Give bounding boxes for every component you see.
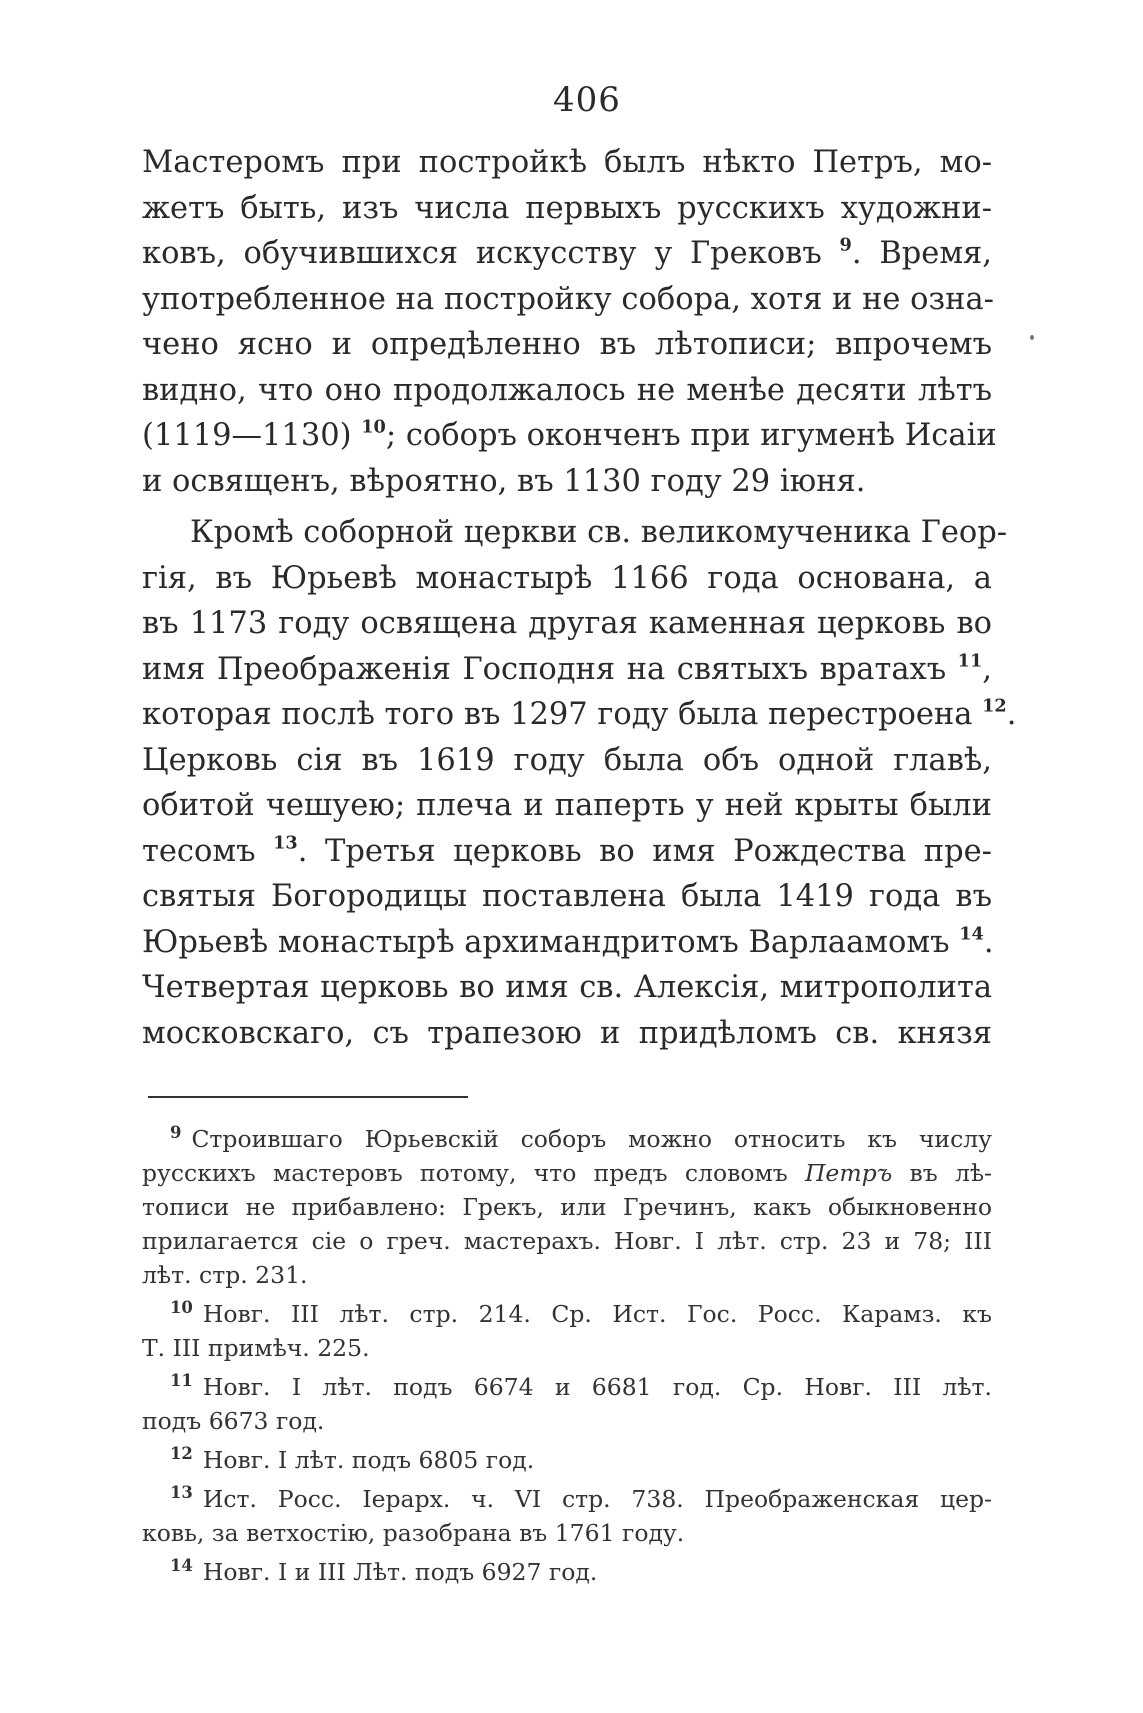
italic-word: Петръ — [804, 1159, 893, 1187]
book-page — [142, 80, 1017, 1594]
text-line: жетъ быть, изъ числа первыхъ русскихъ художни- — [142, 190, 992, 226]
paragraph-1 — [142, 140, 997, 504]
footnote-13 — [142, 1482, 992, 1550]
text-line: въ 1173 году освящена другая каменная церковь во — [142, 606, 992, 641]
footnotes — [142, 1122, 992, 1589]
footnote-line: $^{10}$ Новг. III лѣт. стр. 214. Ср. Ист. Гос. Росс. Карамз. къ — [170, 1297, 992, 1328]
text-line: святыя Богородицы поставлена была 1419 года въ — [142, 879, 992, 914]
text-line: употребленное на постройку собора, хотя и не озна- — [142, 281, 994, 317]
text-line: имя Преображенія Господня на святыхъ вратахъ $^{11}$, — [142, 649, 992, 687]
footnote-line: прилагается сіе о греч. мастерахъ. Новг. I лѣт. стр. 23 и 78; III — [142, 1227, 992, 1255]
footnote-12 — [142, 1443, 992, 1477]
footnote-ref-11: 11 — [957, 649, 983, 671]
footnote-line: лѣт. стр. 231. — [142, 1261, 308, 1289]
text-line: Церковь сія въ 1619 году была объ одной главѣ, — [142, 742, 992, 778]
footnote-line: $^9$ Строившаго Юрьевскій соборъ можно относить къ числу — [170, 1122, 992, 1153]
footnote-marker: 12 — [170, 1443, 193, 1463]
page-number: 406 — [553, 80, 621, 120]
main-text — [142, 140, 1017, 1056]
footnote-line: русскихъ мастеровъ потому, что предъ словомъ Петръ въ лѣ- — [142, 1159, 992, 1187]
text-line: Мастеромъ при постройкѣ былъ нѣкто Петръ, мо- — [142, 145, 992, 180]
footnote-marker: 13 — [170, 1482, 193, 1502]
footnote-14 — [142, 1555, 992, 1589]
footnote-line: $^{11}$ Новг. I лѣт. подъ 6674 и 6681 год. Ср. Новг. III лѣт. — [170, 1370, 992, 1401]
footnote-line: ковь, за ветхостію, разобрана въ 1761 году. — [142, 1519, 685, 1547]
footnote-ref-12: 12 — [982, 695, 1007, 717]
footnote-ref-9: 9 — [839, 234, 852, 256]
footnote-marker: 11 — [170, 1370, 193, 1390]
footnote-line: тописи не прибавлено: Грекъ, или Гречинъ, какъ обыкновенно — [142, 1193, 992, 1221]
text-line: тесомъ $^{13}$. Третья церковь во имя Рождества пре- — [142, 831, 992, 869]
footnote-marker: 9 — [170, 1122, 182, 1142]
text-line: Юрьевѣ монастырѣ архимандритомъ Варлаамомъ $^{14}$. — [142, 922, 994, 960]
text-line: обитой чешуею; плеча и паперть у ней крыты были — [142, 788, 992, 823]
ink-speck — [1030, 335, 1034, 340]
text-line: и освященъ, вѣроятно, въ 1130 году 29 іюня. — [142, 463, 866, 499]
text-line: московскаго, съ трапезою и придѣломъ св. князя — [142, 1015, 992, 1051]
footnote-marker: 10 — [170, 1297, 193, 1317]
text-line: гія, въ Юрьевѣ монастырѣ 1166 года основана, а — [142, 560, 992, 596]
footnote-marker: 14 — [170, 1555, 193, 1575]
text-line: ковъ, обучившихся искусству у Грековъ $^9$. Время, — [142, 234, 992, 271]
text-line: видно, что оно продолжалось не менѣе десяти лѣтъ — [142, 372, 992, 408]
footnote-divider — [148, 1096, 468, 1098]
text-line: которая послѣ того въ 1297 году была перестроена $^{12}$. — [142, 695, 1017, 732]
footnote-line: подъ 6673 год. — [142, 1407, 325, 1435]
text-line: чено ясно и опредѣленно въ лѣтописи; впрочемъ — [142, 327, 992, 362]
footnote-9 — [142, 1122, 992, 1292]
text-line: Четвертая церковь во имя св. Алексія, митрополита — [142, 970, 992, 1005]
footnote-ref-14: 14 — [959, 922, 984, 944]
footnote-line: Т. III примѣч. 225. — [142, 1334, 370, 1362]
footnote-11 — [142, 1370, 992, 1438]
footnote-10 — [142, 1297, 992, 1365]
footnote-ref-10: 10 — [361, 416, 386, 438]
paragraph-2 — [142, 510, 1017, 1056]
text-line: Кромѣ соборной церкви св. великомученика Геор- — [190, 515, 1008, 550]
footnote-line: $^{13}$ Ист. Росс. Іерарх. ч. VI стр. 738. Преображенская цер- — [170, 1482, 992, 1513]
footnote-ref-13: 13 — [273, 831, 298, 853]
text-line: (1119—1130) $^{10}$; соборъ оконченъ при игуменѣ Исаіи — [142, 416, 997, 453]
footnote-line: $^{14}$ Новг. I и III Лѣт. подъ 6927 год. — [170, 1555, 598, 1586]
footnote-line: $^{12}$ Новг. I лѣт. подъ 6805 год. — [170, 1443, 535, 1474]
